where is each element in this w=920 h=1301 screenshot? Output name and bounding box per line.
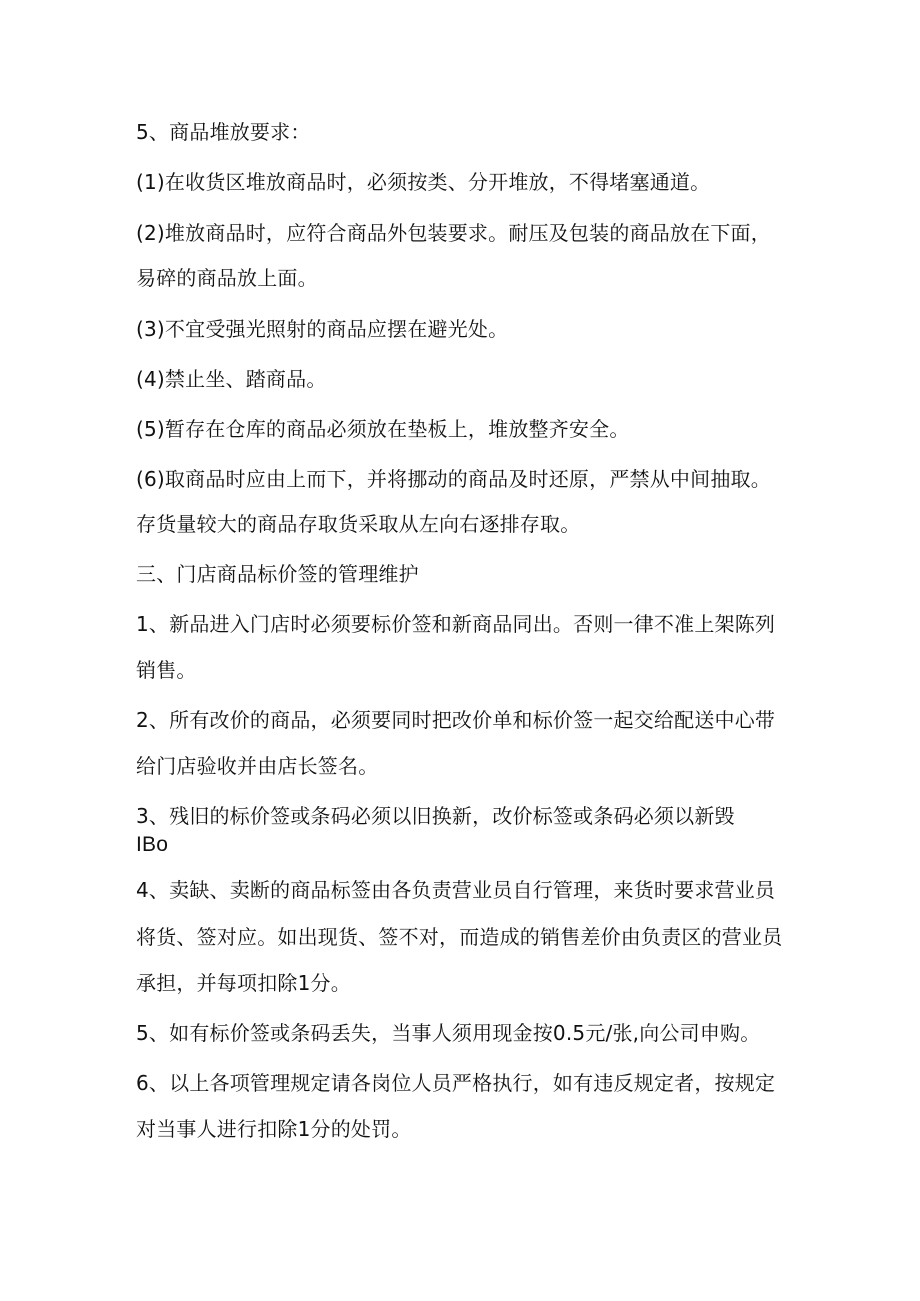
paragraph-line: 存货量较大的商品存取货采取从左向右逐排存取。	[136, 512, 581, 536]
section-heading-stacking: 5、商品堆放要求：	[136, 120, 311, 144]
paragraph-line: 易碎的商品放上面。	[136, 266, 318, 290]
paragraph-line: 1、新品进入门店时必须要标价签和新商品同出。否则一律不准上架陈列	[136, 612, 776, 636]
paragraph-line: (2)堆放商品时，应符合商品外包装要求。耐压及包装的商品放在下面，	[136, 221, 771, 245]
paragraph-line: 3、残旧的标价签或条码必须以旧换新，改价标签或条码必须以新毁	[136, 804, 735, 828]
paragraph-line: 承担，并每项扣除1分。	[136, 971, 351, 995]
paragraph-line: 5、如有标价签或条码丢失，当事人须用现金按0.5元/张,向公司申购。	[136, 1021, 761, 1045]
paragraph-line: 将货、签对应。如出现货、签不对，而造成的销售差价由负责区的营业员	[136, 925, 783, 949]
paragraph-line: (1)在收货区堆放商品时，必须按类、分开堆放，不得堵塞通道。	[136, 170, 711, 194]
paragraph-line: 4、卖缺、卖断的商品标签由各负责营业员自行管理，来货时要求营业员	[136, 878, 776, 902]
paragraph-line: 销售。	[136, 658, 197, 682]
section-heading-price-tags: 三、门店商品标价签的管理维护	[136, 562, 419, 586]
paragraph-line: IBo	[136, 833, 169, 856]
paragraph-line: (3)不宜受强光照射的商品应摆在避光处。	[136, 317, 509, 341]
paragraph-line: 给门店验收并由店长签名。	[136, 754, 379, 778]
paragraph-line: (4)禁止坐、踏商品。	[136, 367, 327, 391]
paragraph-line: 2、所有改价的商品，必须要同时把改价单和标价签一起交给配送中心带	[136, 708, 776, 732]
paragraph-line: 对当事人进行扣除1分的处罚。	[136, 1117, 412, 1141]
paragraph-line: (6)取商品时应由上而下，并将挪动的商品及时还原，严禁从中间抽取。	[136, 467, 771, 491]
paragraph-line: 6、以上各项管理规定请各岗位人员严格执行，如有违反规定者，按规定	[136, 1071, 776, 1095]
paragraph-line: (5)暂存在仓库的商品必须放在垫板上，堆放整齐安全。	[136, 417, 630, 441]
